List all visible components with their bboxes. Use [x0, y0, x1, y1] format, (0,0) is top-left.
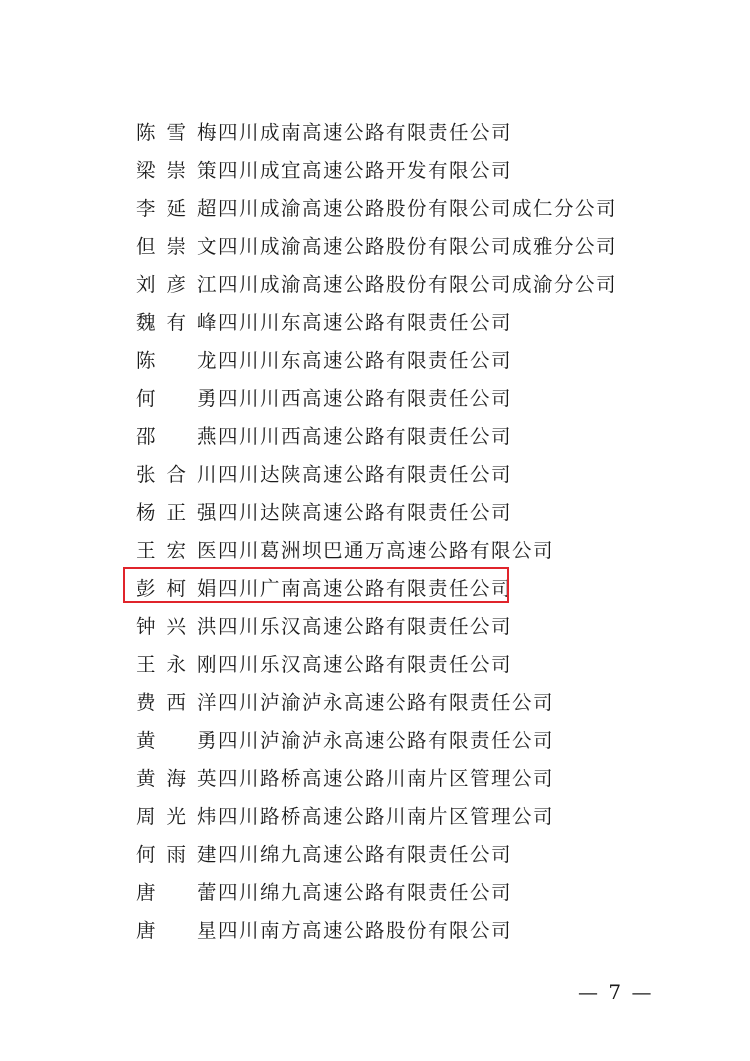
list-item [136, 910, 617, 948]
organization-name: 四川广南高速公路有限责任公司 [218, 577, 513, 600]
list-item [136, 112, 617, 150]
list-item [136, 796, 617, 834]
list-item [136, 682, 617, 720]
organization-name: 四川乐汉高速公路有限责任公司 [218, 615, 513, 638]
organization-name: 四川达陕高速公路有限责任公司 [218, 501, 513, 524]
organization-name: 四川成渝高速公路股份有限公司成渝分公司 [218, 273, 618, 296]
person-name: 梁崇策 [136, 159, 218, 182]
page-number: — 7 — [578, 980, 654, 1004]
person-name: 张合川 [136, 463, 218, 486]
list-item [136, 454, 617, 492]
organization-name: 四川成渝高速公路股份有限公司成仁分公司 [218, 197, 618, 220]
person-name: 周光炜 [136, 805, 218, 828]
list-item [136, 416, 617, 454]
person-name: 王永刚 [136, 653, 218, 676]
organization-name: 四川成渝高速公路股份有限公司成雅分公司 [218, 235, 618, 258]
list-item [136, 872, 617, 910]
person-name: 陈龙 [136, 349, 218, 372]
list-item [136, 606, 617, 644]
list-item [136, 188, 617, 226]
person-name: 钟兴洪 [136, 615, 218, 638]
organization-name: 四川川西高速公路有限责任公司 [218, 425, 513, 448]
list-item [136, 530, 617, 568]
person-name: 何雨建 [136, 843, 218, 866]
list-item [136, 340, 617, 378]
person-name: 黄勇 [136, 729, 218, 752]
organization-name: 四川川东高速公路有限责任公司 [218, 349, 513, 372]
person-name: 魏有峰 [136, 311, 218, 334]
person-name: 杨正强 [136, 501, 218, 524]
person-name: 唐蕾 [136, 881, 218, 904]
organization-name: 四川成南高速公路有限责任公司 [218, 121, 513, 144]
organization-name: 四川乐汉高速公路有限责任公司 [218, 653, 513, 676]
name-list [136, 112, 617, 948]
list-item [136, 644, 617, 682]
organization-name: 四川成宜高速公路开发有限公司 [218, 159, 513, 182]
person-name: 但崇文 [136, 235, 218, 258]
person-name: 刘彦江 [136, 273, 218, 296]
organization-name: 四川绵九高速公路有限责任公司 [218, 843, 513, 866]
organization-name: 四川路桥高速公路川南片区管理公司 [218, 767, 555, 790]
list-item [136, 302, 617, 340]
list-item-highlighted [136, 568, 617, 606]
organization-name: 四川泸渝泸永高速公路有限责任公司 [218, 691, 555, 714]
person-name: 黄海英 [136, 767, 218, 790]
person-name: 费西洋 [136, 691, 218, 714]
person-name: 邵燕 [136, 425, 218, 448]
list-item [136, 226, 617, 264]
person-name: 何勇 [136, 387, 218, 410]
person-name: 王宏医 [136, 539, 218, 562]
list-item [136, 378, 617, 416]
person-name: 唐星 [136, 919, 218, 942]
organization-name: 四川川西高速公路有限责任公司 [218, 387, 513, 410]
person-name: 陈雪梅 [136, 121, 218, 144]
list-item [136, 150, 617, 188]
list-item [136, 264, 617, 302]
organization-name: 四川葛洲坝巴通万高速公路有限公司 [218, 539, 555, 562]
organization-name: 四川达陕高速公路有限责任公司 [218, 463, 513, 486]
organization-name: 四川绵九高速公路有限责任公司 [218, 881, 513, 904]
person-name: 彭柯娟 [136, 577, 218, 600]
organization-name: 四川路桥高速公路川南片区管理公司 [218, 805, 555, 828]
person-name: 李延超 [136, 197, 218, 220]
list-item [136, 720, 617, 758]
organization-name: 四川泸渝泸永高速公路有限责任公司 [218, 729, 555, 752]
list-item [136, 834, 617, 872]
list-item [136, 492, 617, 530]
list-item [136, 758, 617, 796]
organization-name: 四川川东高速公路有限责任公司 [218, 311, 513, 334]
organization-name: 四川南方高速公路股份有限公司 [218, 919, 513, 942]
